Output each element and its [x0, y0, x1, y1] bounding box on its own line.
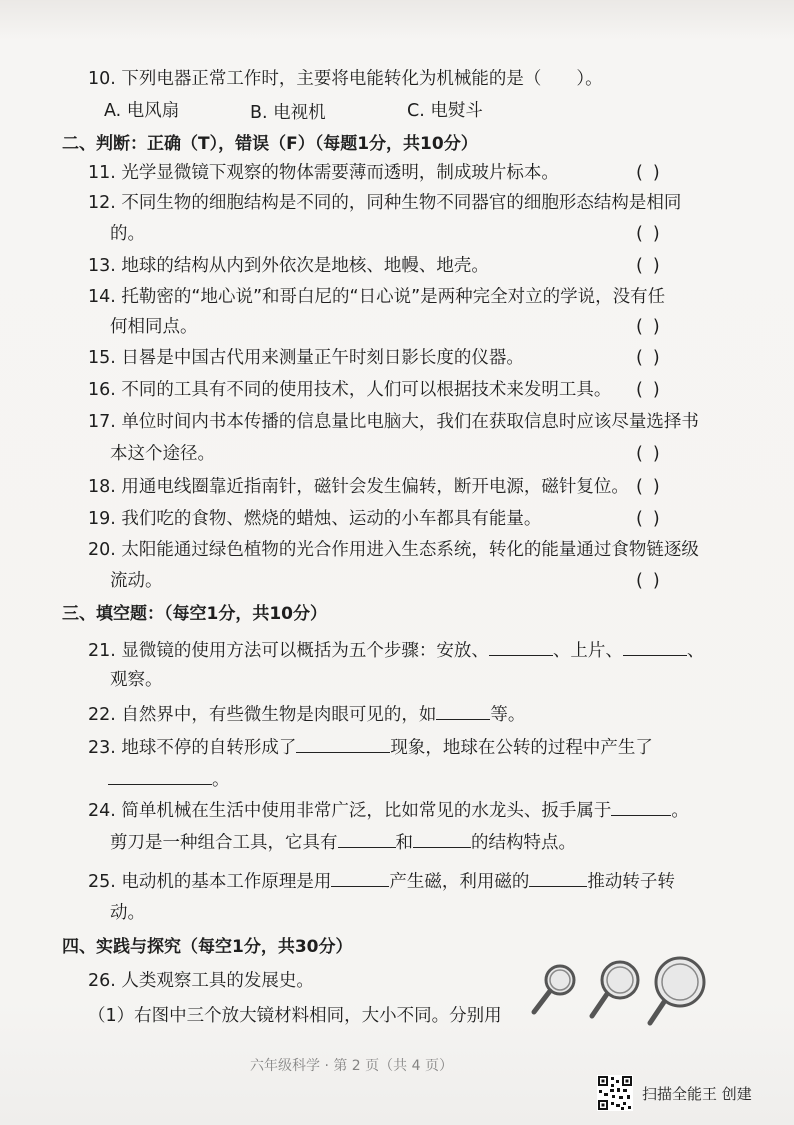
question-11: 11. 光学显微镜下观察的物体需要薄而透明，制成玻片标本。 [88, 163, 559, 183]
question-13: 13. 地球的结构从内到外依次是地核、地幔、地壳。 [88, 256, 489, 276]
blank-24-3[interactable] [413, 829, 471, 848]
question-21 [88, 637, 704, 662]
question-24-line2 [110, 829, 576, 854]
page-footer: 六年级科学 · 第 2 页（共 4 页） [250, 1058, 453, 1074]
question-20-line2: 流动。 [110, 571, 163, 591]
answer-paren-19: () [636, 509, 670, 529]
blank-24-2[interactable] [338, 829, 396, 848]
answer-paren-16: () [636, 380, 670, 400]
magnifier-small-icon [534, 966, 574, 1012]
blank-25-1[interactable] [331, 868, 389, 887]
question-21-line2: 观察。 [110, 670, 163, 690]
magnifier-large-icon [650, 958, 704, 1023]
question-24 [88, 797, 689, 822]
question-12-line2: 的。 [110, 224, 145, 244]
answer-paren-17: () [636, 444, 670, 464]
question-23 [88, 734, 653, 759]
blank-23-2[interactable] [108, 766, 212, 785]
section-3-title: 三、填空题：（每空1分，共10分） [62, 604, 327, 624]
question-23-text-b: 现象，地球在公转的过程中产生了 [390, 738, 653, 758]
question-21-text-b: 、上片、 [552, 641, 623, 661]
question-25-text-c: 推动转子转 [587, 872, 675, 892]
question-10: 10. 下列电器正常工作时，主要将电能转化为机械能的是（ ）。 [88, 69, 603, 89]
question-14-line1: 14. 托勒密的“地心说”和哥白尼的“日心说”是两种完全对立的学说，没有任 [88, 287, 666, 307]
question-24-text-e: 的结构特点。 [471, 833, 576, 853]
scanner-brand-label: 扫描全能王 创建 [642, 1085, 752, 1103]
question-25-line2: 动。 [110, 903, 145, 923]
question-23-text-a: 23. 地球不停的自转形成了 [88, 738, 297, 758]
question-18: 18. 用通电线圈靠近指南针，磁针会发生偏转，断开电源，磁针复位。 [88, 477, 629, 497]
question-12-line1: 12. 不同生物的细胞结构是不同的，同种生物不同器官的细胞形态结构是相同 [88, 193, 682, 213]
question-25 [88, 868, 675, 893]
question-24-text-c: 剪刀是一种组合工具，它具有 [110, 833, 338, 853]
answer-paren-18: () [636, 477, 670, 497]
answer-paren-13: () [636, 256, 670, 276]
question-17-line1: 17. 单位时间内书本传播的信息量比电脑大，我们在获取信息时应该尽量选择书 [88, 412, 699, 432]
question-20-line1: 20. 太阳能通过绿色植物的光合作用进入生态系统，转化的能量通过食物链逐级 [88, 540, 699, 560]
question-26-part-1: （1）右图中三个放大镜材料相同，大小不同。分别用 [88, 1006, 502, 1026]
question-16: 16. 不同的工具有不同的使用技术，人们可以根据技术来发明工具。 [88, 380, 612, 400]
blank-22[interactable] [436, 701, 490, 720]
blank-25-2[interactable] [529, 868, 587, 887]
question-22-text-b: 等。 [490, 705, 526, 725]
question-14-line2: 何相同点。 [110, 317, 198, 337]
question-24-text-d: 和 [395, 833, 413, 853]
answer-paren-12: () [636, 224, 670, 244]
answer-paren-15: () [636, 348, 670, 368]
question-21-text-a: 21. 显微镜的使用方法可以概括为五个步骤：安放、 [88, 641, 489, 661]
magnifier-medium-icon [592, 962, 638, 1016]
question-22 [88, 701, 525, 726]
section-2-title: 二、判断：正确（T），错误（F）（每题1分，共10分） [62, 134, 478, 154]
blank-21-1[interactable] [489, 637, 553, 656]
question-25-text-a: 25. 电动机的基本工作原理是用 [88, 872, 332, 892]
question-24-text-a: 24. 简单机械在生活中使用非常广泛，比如常见的水龙头、扳手属于 [88, 801, 612, 821]
blank-23-1[interactable] [296, 734, 390, 753]
question-17-line2: 本这个途径。 [110, 444, 215, 464]
answer-paren-11: () [636, 163, 670, 183]
blank-24-1[interactable] [611, 797, 671, 816]
question-24-text-b: 。 [671, 801, 689, 821]
question-25-text-b: 产生磁，利用磁的 [389, 872, 530, 892]
section-4-title: 四、实践与探究（每空1分，共30分） [62, 937, 353, 957]
question-26: 26. 人类观察工具的发展史。 [88, 971, 314, 991]
option-b: B. 电视机 [250, 103, 326, 123]
question-22-text-a: 22. 自然界中，有些微生物是肉眼可见的，如 [88, 705, 437, 725]
question-23-text-c: 。 [212, 770, 230, 790]
blank-21-2[interactable] [623, 637, 687, 656]
question-21-text-c: 、 [686, 641, 705, 661]
qr-code-icon [597, 1075, 633, 1111]
question-15: 15. 日晷是中国古代用来测量正午时刻日影长度的仪器。 [88, 348, 524, 368]
answer-paren-14: () [636, 317, 670, 337]
option-c: C. 电熨斗 [407, 101, 483, 121]
answer-paren-20: () [636, 571, 670, 591]
option-a: A. 电风扇 [104, 101, 180, 121]
question-19: 19. 我们吃的食物、燃烧的蜡烛、运动的小车都具有能量。 [88, 509, 542, 529]
question-23-line2 [108, 766, 230, 791]
magnifying-glasses-illustration [530, 950, 715, 1030]
